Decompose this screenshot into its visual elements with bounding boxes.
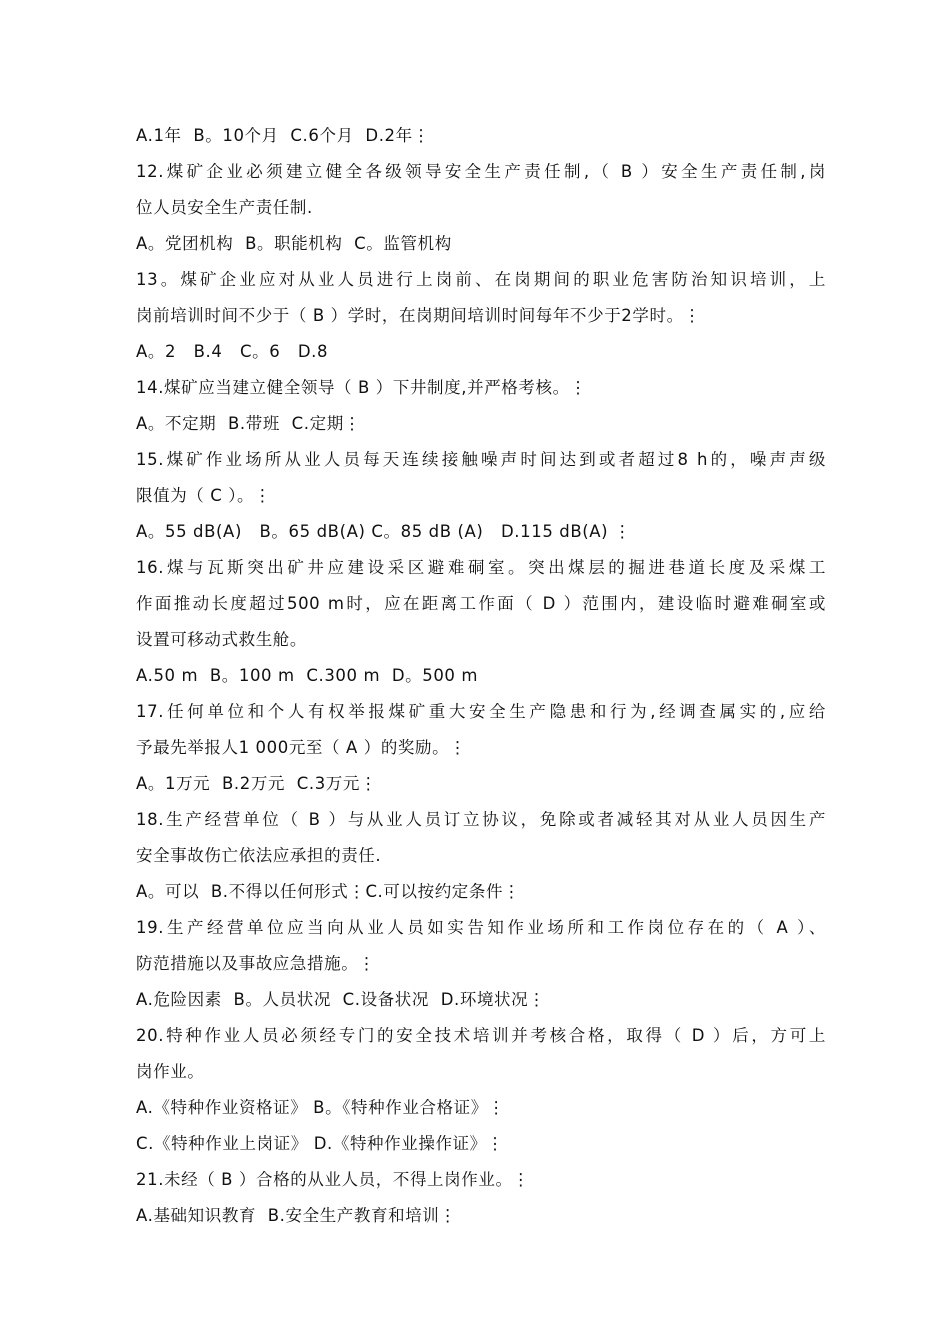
text-line: A.危险因素 B。人员状况 C.设备状况 D.环境状况⋮ xyxy=(136,990,546,1009)
document-page xyxy=(136,118,826,1234)
text-line: A.基础知识教育 B.安全生产教育和培训⋮ xyxy=(136,1206,457,1225)
text-line: A。2 B.4 C。6 D.8 xyxy=(136,342,329,361)
text-line: A.《特种作业资格证》 B。《特种作业合格证》⋮ xyxy=(136,1098,505,1117)
text-line: A。党团机构 B。职能机构 C。监管机构 xyxy=(136,234,452,253)
text-line: C.《特种作业上岗证》 D.《特种作业操作证》⋮ xyxy=(136,1134,504,1153)
text-line: 15.煤矿作业场所从业人员每天连续接触噪声时间达到或者超过8 h的，噪声声级 xyxy=(136,450,826,469)
text-line: 作面推动长度超过500 m时，应在距离工作面（ D ）范围内，建设临时避难硐室或 xyxy=(136,594,826,613)
text-line: A.50 m B。100 m C.300 m D。500 m xyxy=(136,666,479,685)
text-line: 设置可移动式救生舱。 xyxy=(136,630,307,649)
text-line: 19.生产经营单位应当向从业人员如实告知作业场所和工作岗位存在的（ A ）、 xyxy=(136,918,826,937)
text-line: A.1年 B。10个月 C.6个月 D.2年⋮ xyxy=(136,126,430,145)
text-line: 安全事故伤亡依法应承担的责任. xyxy=(136,846,382,865)
text-line: 13。煤矿企业应对从业人员进行上岗前、在岗期间的职业危害防治知识培训，上 xyxy=(136,270,826,289)
text-line: 位人员安全生产责任制. xyxy=(136,198,313,217)
text-line: 岗作业。 xyxy=(136,1062,205,1081)
text-line: 岗前培训时间不少于（ B ）学时，在岗期间培训时间每年不少于2学时。⋮ xyxy=(136,306,701,325)
text-line: 防范措施以及事故应急措施。⋮ xyxy=(136,954,376,973)
text-line: 16.煤与瓦斯突出矿井应建设采区避难硐室。突出煤层的掘进巷道长度及采煤工 xyxy=(136,558,826,577)
text-line: 20.特种作业人员必须经专门的安全技术培训并考核合格，取得（ D ）后，方可上 xyxy=(136,1026,826,1045)
text-line: 14.煤矿应当建立健全领导（ B ）下井制度,并严格考核。⋮ xyxy=(136,378,587,397)
text-line: 12.煤矿企业必须建立健全各级领导安全生产责任制,（ B ）安全生产责任制,岗 xyxy=(136,162,826,181)
text-line: 17.任何单位和个人有权举报煤矿重大安全生产隐患和行为,经调查属实的,应给 xyxy=(136,702,826,721)
text-line: A。可以 B.不得以任何形式⋮C.可以按约定条件⋮ xyxy=(136,882,521,901)
text-line: A。1万元 B.2万元 C.3万元⋮ xyxy=(136,774,378,793)
text-line: 限值为（ C ）。⋮ xyxy=(136,486,272,505)
text-line: 予最先举报人1 000元至（ A ）的奖励。⋮ xyxy=(136,738,467,757)
text-line: A。不定期 B.带班 C.定期⋮ xyxy=(136,414,361,433)
text-line: 18.生产经营单位（ B ）与从业人员订立协议，免除或者减轻其对从业人员因生产 xyxy=(136,810,826,829)
text-line: 21.未经（ B ）合格的从业人员，不得上岗作业。⋮ xyxy=(136,1170,530,1189)
text-line: A。55 dB(A) B。65 dB(A) C。85 dB (A) D.115 dB(A) ⋮ xyxy=(136,522,632,541)
